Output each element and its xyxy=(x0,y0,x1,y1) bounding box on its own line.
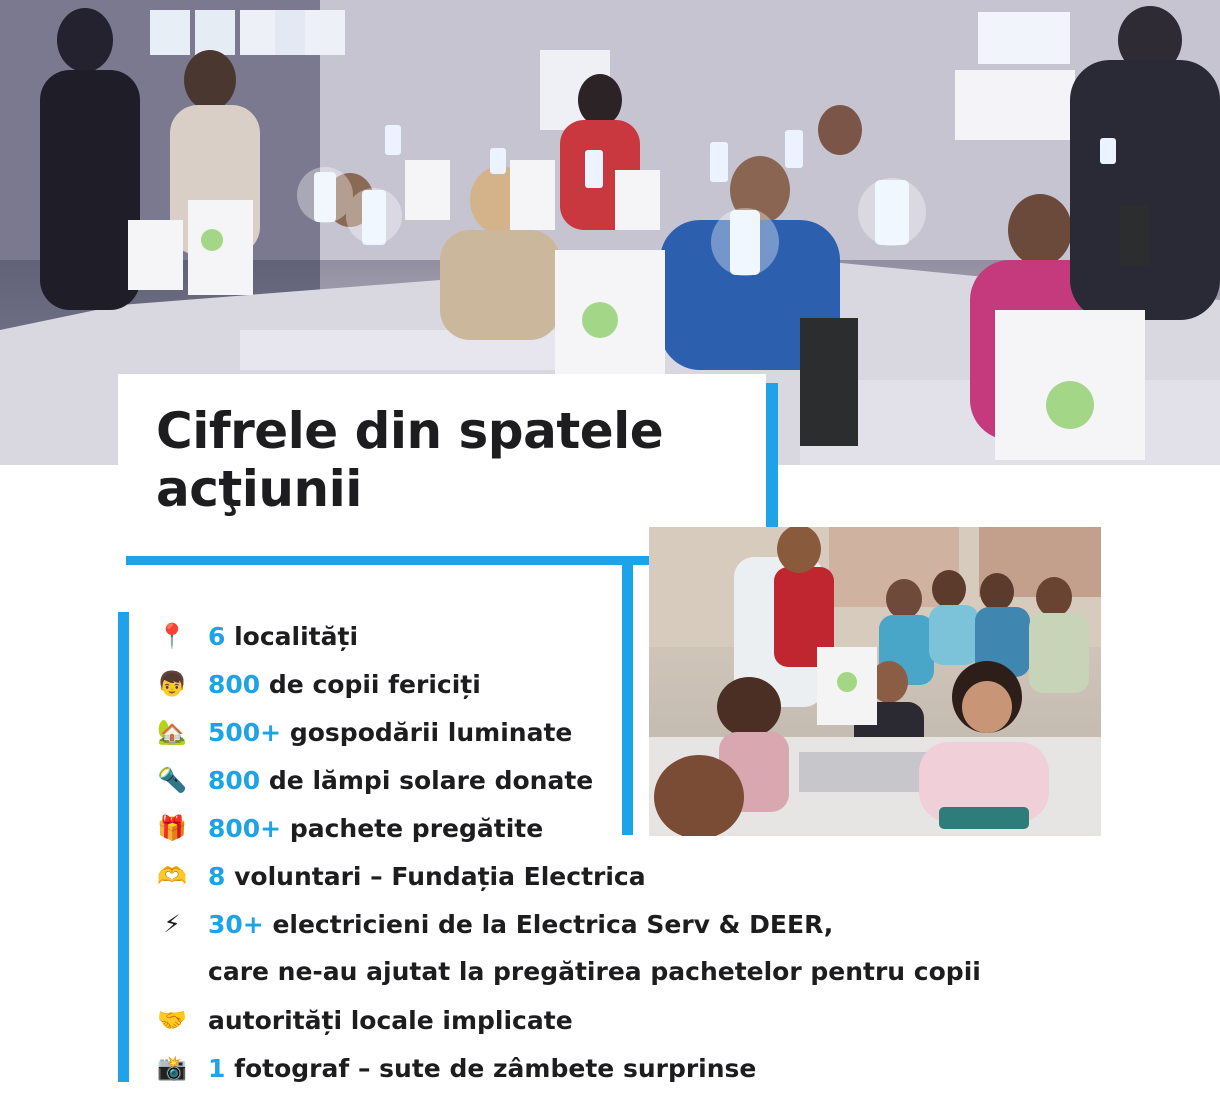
stat-label xyxy=(208,814,543,843)
stat-label xyxy=(208,766,593,795)
stat-authorities xyxy=(150,996,1050,1044)
stat-label xyxy=(208,670,481,699)
stat-number: 500+ xyxy=(208,717,282,747)
stat-number: 800+ xyxy=(208,813,282,843)
handshake-icon: 🤝 xyxy=(157,1006,187,1034)
stat-households xyxy=(150,708,1050,756)
stat-description: gospodării luminate xyxy=(281,717,573,747)
stat-description: fotograf – sute de zâmbete surprinse xyxy=(225,1053,757,1083)
stat-label xyxy=(208,1054,756,1083)
stat-description: localități xyxy=(225,621,359,651)
stat-label xyxy=(208,718,572,747)
stat-number: 1 xyxy=(208,1053,226,1083)
stat-children xyxy=(150,660,1050,708)
stats-list xyxy=(150,612,1050,1092)
stat-volunteers xyxy=(150,852,1050,900)
stat-description: de copii fericiți xyxy=(260,669,481,699)
stat-localities xyxy=(150,612,1050,660)
house-tree-icon: 🏡 xyxy=(157,718,187,746)
stat-number: 800 xyxy=(208,765,261,795)
flashlight-icon: 🔦 xyxy=(157,766,187,794)
lightning-icon: ⚡ xyxy=(163,910,181,938)
stat-solar-lamps xyxy=(150,756,1050,804)
pin-icon: 📍 xyxy=(157,622,187,650)
stat-description: autorități locale implicate xyxy=(208,1005,573,1035)
stat-description: voluntari – Fundația Electrica xyxy=(225,861,646,891)
stat-description: de lămpi solare donate xyxy=(260,765,594,795)
accent-bar-left xyxy=(118,612,129,1082)
stat-description: electricieni de la Electrica Serv & DEER, xyxy=(263,909,834,939)
heart-hands-icon: 🫶 xyxy=(157,862,187,890)
stat-label xyxy=(208,1006,573,1035)
gift-icon: 🎁 xyxy=(157,814,187,842)
camera-flash-icon: 📸 xyxy=(157,1054,187,1082)
page-title-line-1: Cifrele din spatele xyxy=(156,402,664,460)
stat-electricians xyxy=(150,900,1050,948)
stat-number: 800 xyxy=(208,669,261,699)
stat-electricians-continuation xyxy=(150,948,1050,996)
boy-icon: 👦 xyxy=(157,670,187,698)
stat-number: 8 xyxy=(208,861,226,891)
page-title-line-2: acţiunii xyxy=(156,460,362,518)
page-title xyxy=(156,402,736,518)
stat-label xyxy=(208,862,646,891)
stat-number: 30+ xyxy=(208,909,264,939)
stat-label xyxy=(208,622,358,651)
stat-description: pachete pregătite xyxy=(281,813,544,843)
stat-number: 6 xyxy=(208,621,226,651)
stat-packages xyxy=(150,804,1050,852)
stat-label xyxy=(208,910,833,939)
stat-photographer xyxy=(150,1044,1050,1092)
stat-description: care ne-au ajutat la pregătirea pachetelor pentru copii xyxy=(208,957,981,986)
